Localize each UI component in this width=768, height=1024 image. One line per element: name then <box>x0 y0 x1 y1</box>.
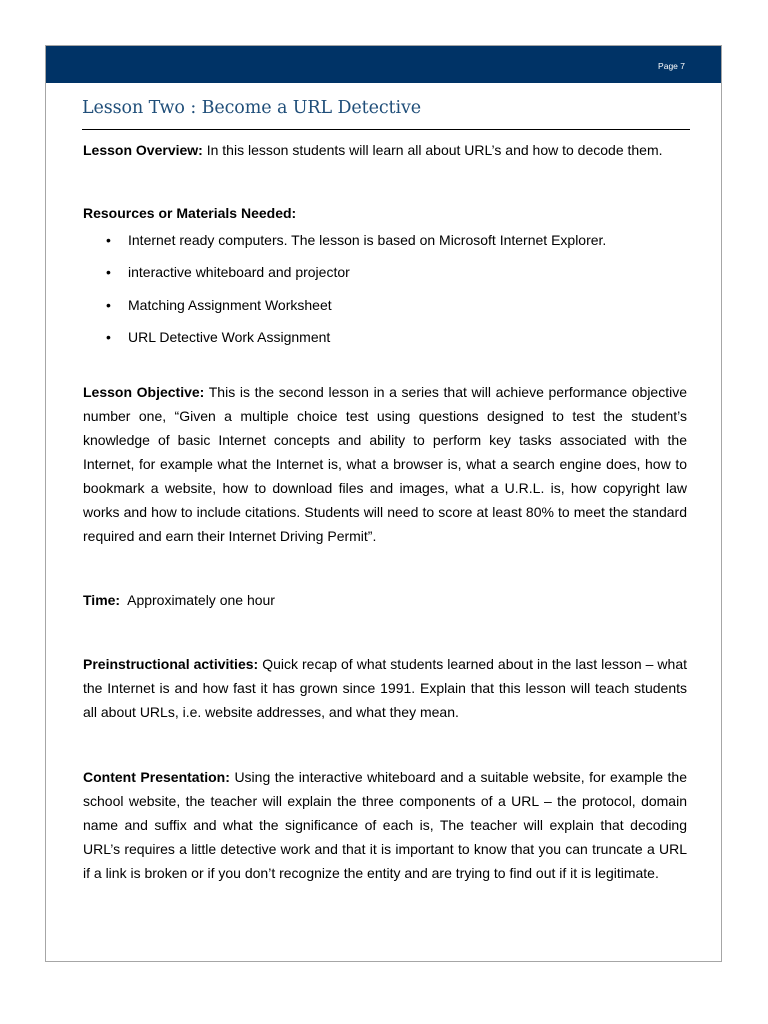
bullet-icon: • <box>106 264 111 281</box>
content-presentation-label: Content Presentation: <box>83 768 230 785</box>
lesson-overview <box>83 138 687 162</box>
page-number: Page 7 <box>658 61 685 71</box>
resources-heading <box>83 201 687 225</box>
resources-list <box>83 228 687 358</box>
preinstructional-activities <box>83 652 687 724</box>
bullet-icon: • <box>106 296 111 313</box>
overview-text: In this lesson students will learn all about URL’s and how to decode them. <box>202 142 663 158</box>
content-presentation-text: Using the interactive whiteboard and a suitable website, for example the school website, the teacher will explain the three components of a URL – the protocol, domain name and suffix and what the significance of each is, The teacher will explain that decoding URL’s requires a little detective work and that it is important to know that you can truncate a URL if a link is broken or if you don’t recognize the entity and are trying to find out if it is legitimate. <box>83 768 687 881</box>
header-bar <box>46 46 721 83</box>
list-item-text: URL Detective Work Assignment <box>128 329 331 346</box>
overview-label: Lesson Overview: <box>83 142 203 158</box>
document-page <box>45 45 722 962</box>
list-item <box>106 325 687 357</box>
list-item-text: Internet ready computers. The lesson is based on Microsoft Internet Explorer. <box>128 232 607 248</box>
lesson-title: Lesson Two : Become a URL Detective <box>82 98 422 118</box>
preinstructional-text: Quick recap of what students learned about in the last lesson – what the Internet is and how fast it has grown since 1991. Explain that this lesson will teach students all about URLs, i.e. website addresses, and what they mean. <box>83 655 687 720</box>
lesson-objective <box>83 380 687 548</box>
list-item <box>106 228 687 260</box>
time-label: Time: <box>83 591 121 608</box>
preinstructional-label: Preinstructional activities: <box>83 655 259 672</box>
lesson-time <box>83 588 687 612</box>
bullet-icon: • <box>106 232 111 248</box>
list-item-text: Matching Assignment Worksheet <box>128 296 332 313</box>
objective-label: Lesson Objective: <box>83 383 205 400</box>
bullet-icon: • <box>106 329 111 346</box>
list-item <box>106 293 687 325</box>
list-item-text: interactive whiteboard and projector <box>128 264 350 281</box>
content-presentation <box>83 765 687 885</box>
lesson-content <box>83 138 687 885</box>
list-item <box>106 260 687 292</box>
title-divider <box>82 129 690 130</box>
time-text: Approximately one hour <box>120 591 275 608</box>
resources-label: Resources or Materials Needed: <box>83 205 297 221</box>
objective-text: This is the second lesson in a series that will achieve performance objective number one, “Given a multiple choice test using questions designed to test the student’s knowledge of basic Internet concepts and ability to perform key tasks associated with the Internet, for example what the Internet is, what a browser is, what a search engine does, how to bookmark a website, how to download files and images, what a U.R.L. is, how copyright law works and how to include citations. Students will need to score at least 80% to meet the standard required and earn their Internet Driving Permit”. <box>83 383 688 544</box>
